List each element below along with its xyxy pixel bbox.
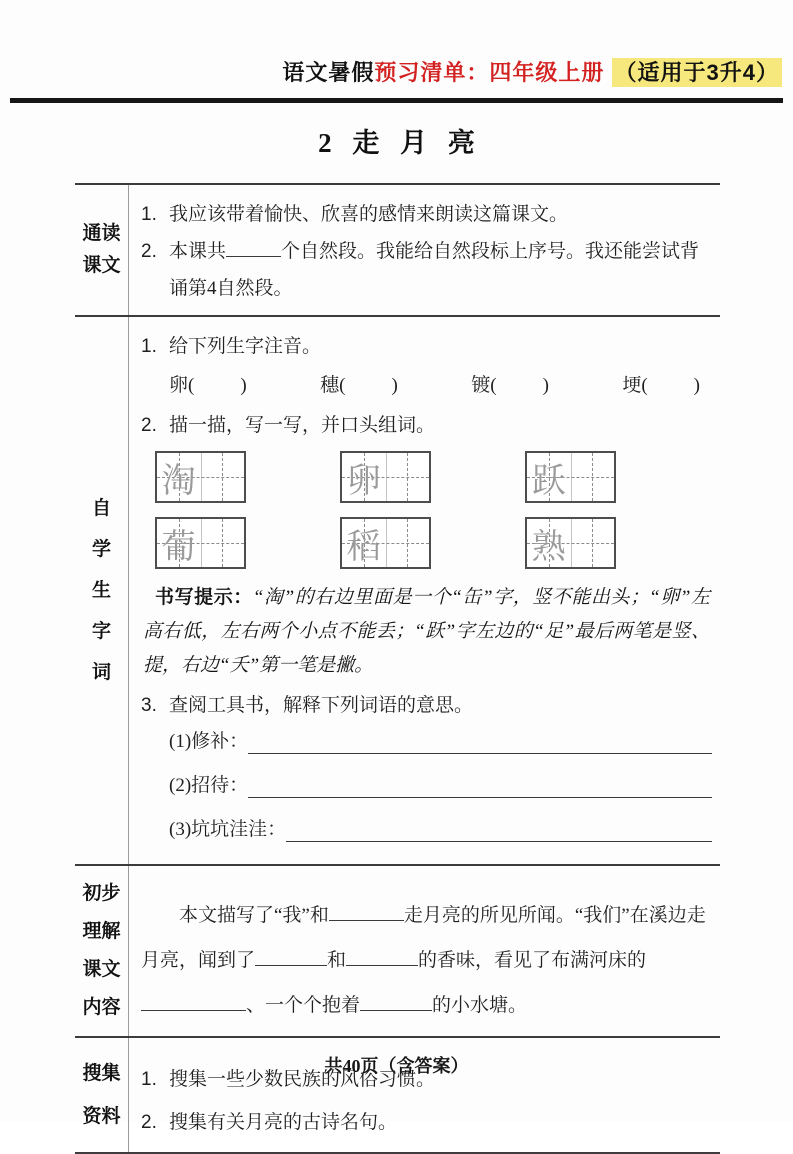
row-label-line: 内容 [82, 997, 121, 1018]
page-header [282, 56, 782, 87]
item-text: 我应该带着愉快、欣喜的感情来朗读这篇课文。 [169, 204, 569, 225]
table-row-comprehension [75, 866, 720, 1038]
new-character: 埂 [622, 375, 642, 396]
list-item [141, 1101, 712, 1144]
writing-grid-row [155, 451, 712, 503]
trace-character: 熟 [531, 528, 566, 566]
list-item [141, 233, 712, 307]
double-rule-divider [10, 98, 783, 103]
item-number: 1. [141, 1069, 157, 1090]
table-row-self-study-words [75, 317, 720, 866]
trace-character: 淘 [161, 462, 196, 500]
item-text: 描一描，写一写，并口头组词。 [169, 415, 436, 436]
writing-grid-box [155, 451, 246, 503]
row-label-line: 搜集 [82, 1063, 121, 1084]
header-series-label: 语文暑假 [282, 60, 375, 85]
grid-dashed-line [222, 519, 223, 567]
list-item [141, 687, 712, 724]
item-text: 搜集一些少数民族的风俗习惯。 [169, 1069, 436, 1090]
definition-line [169, 724, 712, 768]
row-label-read-aloud [75, 185, 129, 315]
writing-grid-box [340, 451, 431, 503]
fill-blank [346, 951, 418, 966]
paren-open: ( [188, 375, 195, 396]
row-label-line: 通读 [82, 223, 121, 244]
item-text [169, 233, 712, 307]
pinyin-unit [622, 367, 700, 405]
item-text: 搜集有关月亮的古诗名句。 [169, 1112, 398, 1133]
paren-close: ) [542, 375, 549, 396]
table-row-read-aloud [75, 185, 720, 317]
trace-character: 葡 [161, 528, 196, 566]
item-number: 1. [141, 204, 157, 225]
pinyin-unit [169, 367, 247, 405]
paragraph-segment: 走月亮的所见所闻。“我们”在溪边走月亮，闻到了 [141, 905, 706, 971]
page-footer: 共40页（含答案） [324, 1056, 469, 1076]
trace-character: 卵 [346, 462, 381, 500]
paren-open: ( [490, 375, 497, 396]
row-label-line: 生 [91, 580, 111, 601]
row-label-line: 课文 [82, 255, 121, 276]
row-content-read-aloud [129, 185, 720, 315]
item-number: 3. [141, 695, 157, 716]
definition-word: (1)修补： [169, 731, 249, 752]
paren-close: ) [391, 375, 398, 396]
paren-open: ( [339, 375, 346, 396]
fill-blank [141, 996, 246, 1011]
list-item [141, 196, 712, 233]
comprehension-paragraph [141, 877, 712, 1028]
item-number: 1. [141, 336, 157, 357]
pinyin-unit [320, 367, 398, 405]
new-character: 穗 [320, 375, 340, 396]
item-text-segment: 个自然段。我能给自然段标上序号。我还能尝试背诵第4自然段。 [169, 241, 700, 299]
paragraph-segment: 的小水塘。 [432, 995, 528, 1016]
answer-underline [248, 768, 712, 798]
writing-tip-label: 书写提示： [155, 587, 253, 608]
paragraph-segment: 本文描写了“我”和 [179, 905, 329, 926]
item-number: 2. [141, 241, 157, 262]
item-text: 给下列生字注音。 [169, 336, 322, 357]
definition-word: (2)招待： [169, 775, 249, 796]
answer-underline [286, 812, 712, 842]
paragraph-segment: 、一个个抱着 [246, 995, 361, 1016]
list-item [141, 328, 712, 365]
row-label-comprehension [75, 866, 129, 1036]
paren-close: ) [240, 375, 247, 396]
writing-tip [143, 581, 710, 683]
writing-grid-box [525, 517, 616, 569]
fill-blank [255, 951, 327, 966]
worksheet-table [75, 183, 720, 1154]
row-content-comprehension [129, 866, 720, 1036]
grid-dashed-line [592, 519, 593, 567]
row-content-self-study [129, 317, 720, 864]
pinyin-unit [471, 367, 549, 405]
new-character: 镀 [471, 375, 491, 396]
definition-word: (3)坑坑洼洼： [169, 819, 287, 840]
grid-dashed-line [407, 453, 408, 501]
writing-grid-box [155, 517, 246, 569]
writing-grid-box [525, 451, 616, 503]
answer-underline [248, 724, 712, 754]
definition-line [169, 812, 712, 856]
list-item [141, 407, 712, 444]
paren-close: ) [693, 375, 700, 396]
row-label-line: 理解 [82, 921, 121, 942]
item-text-segment: 本课共 [169, 241, 227, 262]
fill-blank [329, 906, 404, 921]
new-character: 卵 [169, 375, 189, 396]
row-label-self-study [75, 317, 129, 864]
writing-tip-text: “淘”的右边里面是一个“缶”字，竖不能出头；“卵”左高右低，左右两个小点不能丢；“跃”字左边的“足”最后两笔是竖、提，右边“夭”第一笔是撇。 [143, 587, 710, 676]
row-label-line: 字 [91, 621, 111, 642]
paragraph-segment: 和 [327, 950, 347, 971]
lesson-title: 2 走 月 亮 [318, 128, 475, 158]
header-highlight-badge: （适用于3升4） [612, 58, 782, 87]
row-label-line: 课文 [82, 959, 121, 980]
item-number: 2. [141, 1112, 157, 1133]
row-label-line: 词 [91, 662, 111, 683]
writing-grid-row [155, 517, 712, 569]
header-checklist-label: 预习清单：四年级上册 [374, 60, 605, 85]
row-label-line: 资料 [82, 1106, 121, 1127]
grid-dashed-line [592, 453, 593, 501]
writing-grid-box [340, 517, 431, 569]
fill-blank [360, 996, 432, 1011]
paren-open: ( [641, 375, 648, 396]
item-text: 查阅工具书，解释下列词语的意思。 [169, 695, 474, 716]
trace-character: 稻 [346, 528, 381, 566]
row-label-line: 学 [91, 539, 111, 560]
grid-dashed-line [222, 453, 223, 501]
row-label-line: 初步 [82, 883, 121, 904]
definition-line [169, 768, 712, 812]
pinyin-annotation-row [169, 367, 700, 405]
fill-blank [226, 242, 281, 257]
row-label-line: 自 [91, 498, 111, 519]
item-number: 2. [141, 415, 157, 436]
paragraph-segment: 的香味，看见了布满河床的 [418, 950, 647, 971]
grid-dashed-line [407, 519, 408, 567]
trace-character: 跃 [531, 462, 566, 500]
